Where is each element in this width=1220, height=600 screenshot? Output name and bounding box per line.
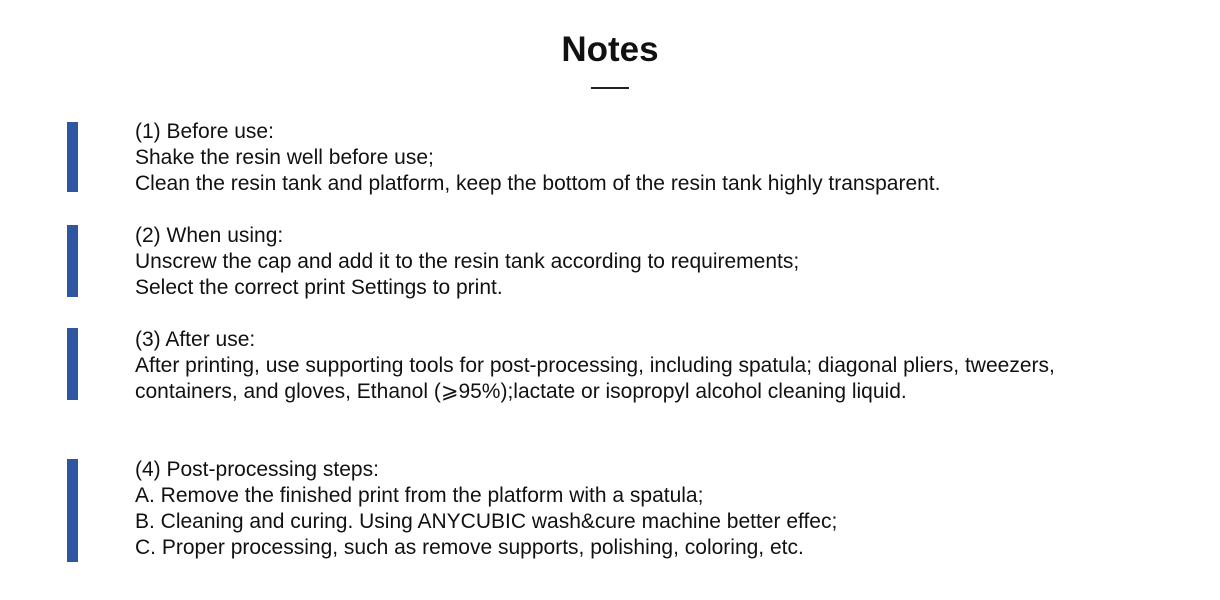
page-title: Notes (561, 30, 659, 69)
section-heading: (2) When using: (135, 224, 284, 247)
section-accent-bar (67, 459, 78, 562)
section-accent-bar (67, 225, 78, 297)
section-accent-bar (67, 122, 78, 192)
section-heading: (4) Post-processing steps: (135, 458, 379, 481)
section-heading: (3) After use: (135, 328, 256, 351)
section-line: A. Remove the finished print from the platform with a spatula; (135, 484, 704, 507)
section-content (135, 223, 1210, 301)
section-line: B. Cleaning and curing. Using ANYCUBIC wash&cure machine better effec; (135, 510, 838, 533)
section-content (135, 457, 1210, 561)
title-underline (591, 87, 629, 89)
section-heading: (1) Before use: (135, 120, 274, 143)
section-line: After printing, use supporting tools for post-processing, including spatula; diagonal pliers, tweezers, (135, 354, 1055, 377)
section-line: C. Proper processing, such as remove supports, polishing, coloring, etc. (135, 536, 804, 559)
section-line: Unscrew the cap and add it to the resin tank according to requirements; (135, 250, 800, 273)
section-line: Clean the resin tank and platform, keep the bottom of the resin tank highly transparent. (135, 172, 941, 195)
section-content (135, 327, 1210, 405)
section-accent-bar (67, 328, 78, 400)
section-content (135, 119, 1210, 197)
section-line: Shake the resin well before use; (135, 146, 434, 169)
section-line: Select the correct print Settings to print. (135, 276, 503, 299)
section-line: containers, and gloves, Ethanol (⩾95%);lactate or isopropyl alcohol cleaning liquid. (135, 380, 907, 403)
